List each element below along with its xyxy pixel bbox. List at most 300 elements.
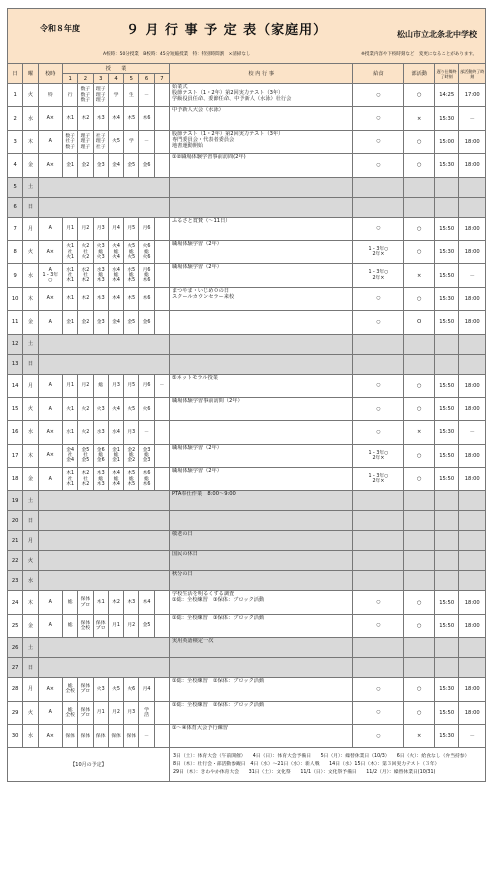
event-cell: 職場体験学習事前訪問（2年） (169, 397, 352, 420)
lesson-cell (154, 444, 169, 467)
footer-line: 8日（木）：壮行会・部活動参観日 4日（水）〜21日（水）：新人戦 14日（水）15日（木）：第３回実力テスト（３年） (172, 761, 440, 767)
lesson-cell: － (139, 725, 154, 748)
lesson-cell: 保体 プロ (78, 591, 93, 614)
leave-time-cell: 15:30 (434, 678, 458, 701)
lunch-cell: ○ (353, 217, 404, 240)
weekday-cell: 日 (23, 658, 38, 678)
lesson-cell: 金5 (124, 311, 139, 334)
weekday-cell: 金 (23, 614, 38, 637)
empty-cell (434, 511, 458, 531)
lesson-cell: 水5 総 木5 (124, 264, 139, 287)
lunch-cell: 1・3年○ 2年× (353, 240, 404, 263)
lesson-cell (154, 678, 169, 701)
club-cell: ○ (404, 374, 435, 397)
day-cell: 19 (8, 491, 23, 511)
club-end-cell: 18:00 (459, 468, 486, 491)
lesson-cell: 保体 プロ (78, 701, 93, 724)
empty-cell (459, 334, 486, 354)
day-cell: 22 (8, 551, 23, 571)
weekday-cell: 日 (23, 354, 38, 374)
club-end-cell: － (459, 421, 486, 444)
empty-cell (404, 177, 435, 197)
schedule-type-cell: A× (38, 678, 62, 701)
lesson-cell: 金5 社 金5 (78, 444, 93, 467)
leave-time-cell: 15:50 (434, 264, 458, 287)
schedule-table (7, 63, 486, 782)
leave-time-cell: 15:30 (434, 725, 458, 748)
day-cell: 14 (8, 374, 23, 397)
club-end-cell: 18:00 (459, 444, 486, 467)
footer-line: 29日（木）：きわやか体育大会 31日（土）：文化祭 11/1（日）：文化祭予備日 11/2（月）：繰替休業日(10/31) (172, 769, 436, 775)
lesson-cell: 木4 (139, 591, 154, 614)
lesson-cell: 月2 (124, 614, 139, 637)
club-end-cell: 18:00 (459, 217, 486, 240)
schedule-row (8, 658, 486, 678)
club-end-cell: 18:00 (459, 240, 486, 263)
empty-cell (353, 177, 404, 197)
event-cell: ①②職場体験学習事前訪問(2年) (169, 154, 352, 177)
lesson-cell (154, 614, 169, 637)
lesson-cell: 木6 (139, 287, 154, 310)
schedule-row (8, 638, 486, 658)
col-dow: 曜 (23, 64, 38, 84)
empty-cell (353, 658, 404, 678)
empty-cell (404, 638, 435, 658)
lesson-cell: 保体 (108, 725, 123, 748)
event-cell: 国民の休日 (169, 551, 352, 571)
weekday-cell: 水 (23, 725, 38, 748)
club-cell: ○ (404, 591, 435, 614)
schedule-row (8, 397, 486, 420)
weekday-cell: 木 (23, 287, 38, 310)
club-cell: ○ (404, 287, 435, 310)
day-cell: 5 (8, 177, 23, 197)
lesson-cell: － (154, 374, 169, 397)
lesson-cell: 金3 (93, 311, 108, 334)
schedule-type-cell: A× (38, 154, 62, 177)
lesson-cell (154, 725, 169, 748)
lesson-cell: 木2 社 木2 (78, 468, 93, 491)
lunch-cell: ○ (353, 374, 404, 397)
period-header: 4 (108, 74, 123, 84)
lesson-cell: 金1 総 金1 (108, 444, 123, 467)
empty-cell (434, 571, 458, 591)
empty-cell (459, 638, 486, 658)
lesson-cell: 火5 (108, 678, 123, 701)
schedule-row (8, 374, 486, 397)
lesson-cell: 金4 (108, 154, 123, 177)
schedule-row (8, 571, 486, 591)
leave-time-cell: 15:50 (434, 397, 458, 420)
lesson-cell: 木5 (124, 287, 139, 310)
empty-cell (434, 354, 458, 374)
club-end-cell: － (459, 725, 486, 748)
lesson-cell: 月3 (124, 701, 139, 724)
event-cell (169, 658, 352, 678)
lesson-cell (154, 240, 169, 263)
empty-cell (404, 551, 435, 571)
col-leave-time: 遅り仕舞終了時刻 (434, 64, 458, 84)
lesson-cell: 理子 理子 理子 (78, 130, 93, 153)
event-cell: まつやま・いじめ０の日 スクールカウンセラー来校 (169, 287, 352, 310)
lunch-cell: 1・3年○ 2年× (353, 264, 404, 287)
lesson-cell: 金4 社 金4 (63, 444, 78, 467)
lunch-cell: 1・3年○ 2年× (353, 468, 404, 491)
event-cell (169, 311, 352, 334)
schedule-row (8, 444, 486, 467)
event-cell (169, 177, 352, 197)
lesson-cell: 火2 (78, 397, 93, 420)
lesson-cell: 水3 (93, 421, 108, 444)
club-end-cell: － (459, 264, 486, 287)
lunch-cell: ○ (353, 311, 404, 334)
empty-cell (353, 334, 404, 354)
lesson-cell: 木2 (78, 107, 93, 130)
change-note: ※授業内容や下校時刻など 変更になることがあります。 (361, 52, 477, 57)
leave-time-cell: 15:30 (434, 287, 458, 310)
empty-cell (459, 197, 486, 217)
lesson-cell: 木1 (63, 107, 78, 130)
lesson-cell: 月3 (93, 217, 108, 240)
empty-cell (459, 354, 486, 374)
lesson-cell: 水2 社 木2 (78, 264, 93, 287)
header-band (7, 8, 486, 64)
day-cell: 20 (8, 511, 23, 531)
club-cell: × (404, 107, 435, 130)
period-header: 3 (93, 74, 108, 84)
lesson-cell: 総 全校 (63, 701, 78, 724)
leave-time-cell: 15:50 (434, 311, 458, 334)
lesson-cell: 月1 (108, 614, 123, 637)
schedule-type-cell: A (38, 614, 62, 637)
weekday-cell: 日 (23, 511, 38, 531)
lesson-cell: 木1 (63, 287, 78, 310)
club-cell: ○ (404, 701, 435, 724)
empty-cell (353, 551, 404, 571)
schedule-type-cell: A (38, 701, 62, 724)
school-name: 松山市立北条北中学校 (397, 30, 477, 39)
schedule-row (8, 197, 486, 217)
empty-cell (353, 197, 404, 217)
schedule-row (8, 264, 486, 287)
schedule-type-cell: 特 (38, 84, 62, 107)
weekday-cell: 日 (23, 197, 38, 217)
event-cell (169, 197, 352, 217)
lesson-cell: 保体 (93, 725, 108, 748)
schedule-row (8, 725, 486, 748)
weekday-cell: 木 (23, 130, 38, 153)
event-cell: PTA奉仕作業 8:00〜9:00 (169, 491, 352, 511)
schedule-type-cell: A× (38, 444, 62, 467)
lesson-cell: 保体 (124, 725, 139, 748)
day-cell: 16 (8, 421, 23, 444)
schedule-type-cell: A× (38, 107, 62, 130)
event-cell: 学校生活を明るくする調査 ①総：全校練習 ③保体：ブロック活動 (169, 591, 352, 614)
club-end-cell: 18:00 (459, 311, 486, 334)
lesson-cell: 保体 プロ (93, 614, 108, 637)
club-end-cell: － (459, 107, 486, 130)
day-cell: 24 (8, 591, 23, 614)
day-cell: 17 (8, 444, 23, 467)
event-cell: 敬老の日 (169, 531, 352, 551)
period-header: 5 (124, 74, 139, 84)
lunch-cell: ○ (353, 287, 404, 310)
weekday-cell: 水 (23, 571, 38, 591)
lunch-cell: ○ (353, 725, 404, 748)
empty-cell (38, 197, 169, 217)
empty-cell (434, 658, 458, 678)
col-lunch: 給食 (353, 64, 404, 84)
page-title: ９ 月 行 事 予 定 表（家庭用） (126, 23, 328, 38)
lesson-cell: 火4 総 火4 (108, 240, 123, 263)
club-cell: ○ (404, 444, 435, 467)
empty-cell (38, 354, 169, 374)
empty-cell (404, 571, 435, 591)
club-cell: ○ (404, 154, 435, 177)
footer-row (8, 748, 486, 782)
leave-time-cell: 15:50 (434, 701, 458, 724)
lesson-cell: 金2 (78, 311, 93, 334)
schedule-type-cell: A (38, 130, 62, 153)
event-cell: ①総：全校練習 ③保体：ブロック活動 (169, 614, 352, 637)
empty-cell (434, 177, 458, 197)
lesson-cell: 水1 社 木1 (63, 264, 78, 287)
event-cell: 中予新人大会（水泳） (169, 107, 352, 130)
day-cell: 2 (8, 107, 23, 130)
club-cell: × (404, 421, 435, 444)
lesson-cell (154, 287, 169, 310)
lesson-cell (154, 701, 169, 724)
schedule-type-cell: A (38, 468, 62, 491)
lesson-cell: － (139, 421, 154, 444)
lunch-cell: ○ (353, 591, 404, 614)
lesson-cell: 水3 総 木3 (93, 264, 108, 287)
schedule-type-cell: A (38, 374, 62, 397)
day-cell: 7 (8, 217, 23, 240)
event-cell: 股節テスト（1・2年）第2回実力テスト（3年） 専門委員会・代表者委員会 地書運動開始 (169, 130, 352, 153)
leave-time-cell: 15:50 (434, 468, 458, 491)
lesson-cell: 木3 (93, 107, 108, 130)
lesson-cell: 火6 総 火6 (139, 240, 154, 263)
schedule-row (8, 287, 486, 310)
club-cell: ○ (404, 678, 435, 701)
lesson-cell: 社子 理子 社子 (93, 130, 108, 153)
lesson-cell: 保体 (78, 725, 93, 748)
lesson-cell: 水4 (108, 421, 123, 444)
day-cell: 10 (8, 287, 23, 310)
lesson-cell: 火4 (108, 397, 123, 420)
schedule-row (8, 107, 486, 130)
lesson-cell: 木1 (93, 591, 108, 614)
schedule-type-cell: A (38, 397, 62, 420)
lesson-cell: 木1 社 木1 (63, 468, 78, 491)
schedule-row (8, 701, 486, 724)
empty-cell (404, 334, 435, 354)
lesson-cell: 金4 (108, 311, 123, 334)
lesson-cell: 金5 (139, 614, 154, 637)
club-end-cell: 18:00 (459, 287, 486, 310)
schedule-legend: A校時：50分授業 B校時：45分短縮授業 特：特別時間割 ×清掃なし (103, 52, 251, 57)
lesson-cell: 木6 総 木6 (139, 468, 154, 491)
empty-cell (353, 354, 404, 374)
club-end-cell: 18:00 (459, 154, 486, 177)
empty-cell (459, 177, 486, 197)
lunch-cell: 1・3年○ 2年× (353, 444, 404, 467)
lesson-cell: 月4 (108, 217, 123, 240)
lesson-cell: 水4 総 木4 (108, 264, 123, 287)
leave-time-cell: 15:30 (434, 107, 458, 130)
empty-cell (38, 511, 169, 531)
lesson-cell (154, 84, 169, 107)
lesson-cell: 金5 (124, 154, 139, 177)
lesson-cell: 木5 (124, 107, 139, 130)
lesson-cell: 総 (63, 591, 78, 614)
day-cell: 13 (8, 354, 23, 374)
schedule-row (8, 354, 486, 374)
lesson-cell (154, 421, 169, 444)
event-cell: 秋分の日 (169, 571, 352, 591)
lesson-cell: － (139, 130, 154, 153)
schedule-row (8, 511, 486, 531)
schedule-type-cell: A× (38, 287, 62, 310)
lesson-cell: 月3 (108, 374, 123, 397)
col-club: 部活動 (404, 64, 435, 84)
day-cell: 6 (8, 197, 23, 217)
weekday-cell: 水 (23, 421, 38, 444)
empty-cell (404, 491, 435, 511)
lesson-cell: 火5 (124, 397, 139, 420)
empty-cell (353, 491, 404, 511)
period-header: 1 (63, 74, 78, 84)
lesson-cell: 木3 (124, 591, 139, 614)
empty-cell (353, 571, 404, 591)
schedule-type-cell: A (38, 217, 62, 240)
empty-cell (404, 658, 435, 678)
club-end-cell: 17:00 (459, 84, 486, 107)
lesson-cell: 火6 (124, 678, 139, 701)
club-cell: × (404, 725, 435, 748)
day-cell: 18 (8, 468, 23, 491)
club-end-cell: 18:00 (459, 374, 486, 397)
empty-cell (353, 531, 404, 551)
lesson-cell: 火3 総 火3 (93, 240, 108, 263)
empty-cell (459, 658, 486, 678)
empty-cell (404, 197, 435, 217)
day-cell: 29 (8, 701, 23, 724)
schedule-type-cell: A× (38, 725, 62, 748)
lesson-cell: － (139, 84, 154, 107)
lesson-cell: 月2 (78, 217, 93, 240)
weekday-cell: 金 (23, 154, 38, 177)
schedule-row (8, 678, 486, 701)
event-cell: 実用英語検定一次 (169, 638, 352, 658)
lesson-cell: 金6 (139, 154, 154, 177)
schedule-row (8, 421, 486, 444)
lesson-cell: 保体 全校 (78, 614, 93, 637)
schedule-row (8, 240, 486, 263)
weekday-cell: 月 (23, 531, 38, 551)
weekday-cell: 火 (23, 397, 38, 420)
club-cell: ○ (404, 217, 435, 240)
lesson-cell: 総 (93, 374, 108, 397)
lunch-cell: ○ (353, 130, 404, 153)
club-cell: ○ (404, 84, 435, 107)
event-cell (169, 421, 352, 444)
weekday-cell: 月 (23, 374, 38, 397)
empty-cell (404, 354, 435, 374)
weekday-cell: 土 (23, 491, 38, 511)
lesson-cell: 月6 (139, 374, 154, 397)
col-day: 日 (8, 64, 23, 84)
weekday-cell: 水 (23, 107, 38, 130)
lunch-cell: ○ (353, 701, 404, 724)
empty-cell (434, 638, 458, 658)
schedule-row (8, 468, 486, 491)
lunch-cell: ○ (353, 154, 404, 177)
lesson-cell: 火5 総 火5 (124, 240, 139, 263)
lesson-cell (154, 468, 169, 491)
leave-time-cell: 15:30 (434, 421, 458, 444)
lesson-cell: 火2 (78, 421, 93, 444)
club-end-cell: 18:00 (459, 130, 486, 153)
lesson-cell: 月5 (124, 374, 139, 397)
schedule-type-cell: A× (38, 421, 62, 444)
event-cell: 職場体験学習（2年） (169, 444, 352, 467)
schedule-row (8, 334, 486, 354)
schedule-row (8, 551, 486, 571)
lesson-cell: 木4 総 木4 (108, 468, 123, 491)
leave-time-cell: 15:50 (434, 374, 458, 397)
lunch-cell: ○ (353, 84, 404, 107)
lesson-cell: 理子 理子 理子 (93, 84, 108, 107)
lesson-cell: 保体 (63, 725, 78, 748)
lunch-cell: ○ (353, 614, 404, 637)
col-lessons: 授 業 (63, 64, 170, 74)
event-cell (169, 354, 352, 374)
weekday-cell: 月 (23, 678, 38, 701)
day-cell: 21 (8, 531, 23, 551)
lesson-cell: 行 (63, 84, 78, 107)
leave-time-cell: 15:30 (434, 240, 458, 263)
day-cell: 3 (8, 130, 23, 153)
club-end-cell: 18:00 (459, 397, 486, 420)
lesson-cell: 数子 社子 数子 (63, 130, 78, 153)
col-schedule: 校時 (38, 64, 62, 84)
day-cell: 23 (8, 571, 23, 591)
weekday-cell: 土 (23, 177, 38, 197)
schedule-type-cell: A× (38, 240, 62, 263)
col-event: 校 内 行 事 (169, 64, 352, 84)
leave-time-cell: 15:50 (434, 591, 458, 614)
lesson-cell: 月1 (93, 701, 108, 724)
day-cell: 8 (8, 240, 23, 263)
day-cell: 15 (8, 397, 23, 420)
empty-cell (353, 511, 404, 531)
club-end-cell: 18:00 (459, 701, 486, 724)
club-cell: × (404, 264, 435, 287)
lesson-cell (154, 154, 169, 177)
event-cell: ①総：全校練習 ②保体：ブロック活動 (169, 678, 352, 701)
empty-cell (459, 491, 486, 511)
footer-label: 【10月の予定】 (8, 748, 170, 782)
club-cell: O (404, 311, 435, 334)
schedule-type-cell: A (38, 591, 62, 614)
lesson-cell: 火3 (93, 397, 108, 420)
schedule-row (8, 154, 486, 177)
lesson-cell (154, 264, 169, 287)
empty-cell (459, 511, 486, 531)
weekday-cell: 木 (23, 591, 38, 614)
